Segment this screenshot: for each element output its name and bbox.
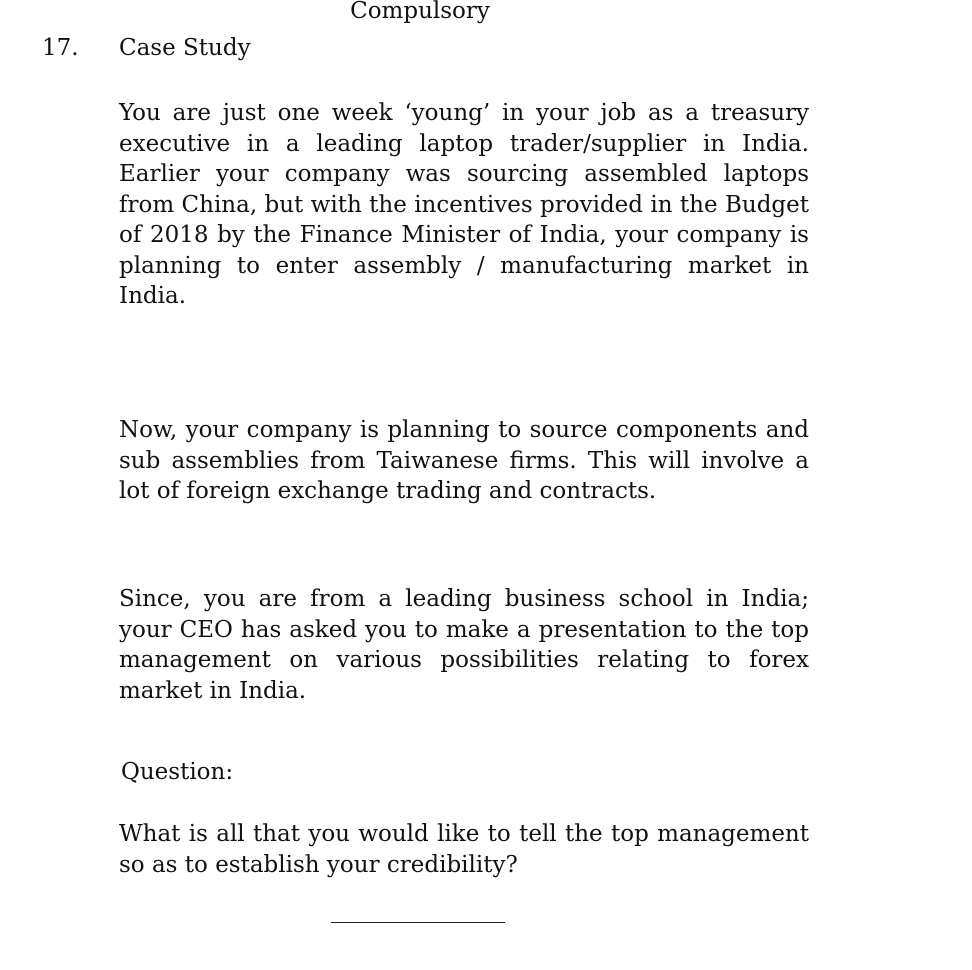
question-prompt-text: What is all that you would like to tell the top management so as to establish your credibility?	[119, 821, 809, 878]
question-label: Question:	[121, 759, 234, 785]
case-paragraph-1-text: You are just one week ‘young’ in your job as a treasury executive in a leading laptop trader/supplier in India. Earlier your company was sourcing assembled laptops from China, but with the incentives provided in the Budget of 2018 by the Finance Minister of India, your company is planning to enter assembly / manufacturing market in India.	[119, 100, 809, 309]
case-paragraph-3-text: Since, you are from a leading business school in India; your CEO has asked you to make a presentation to the top management on various possibilities relating to forex market in India.	[119, 586, 809, 704]
case-paragraph-2	[119, 415, 809, 507]
section-heading: Compulsory	[350, 0, 490, 24]
case-paragraph-2-text: Now, your company is planning to source components and sub assemblies from Taiwanese firms. This will involve a lot of foreign exchange trading and contracts.	[119, 417, 809, 504]
case-paragraph-3	[119, 584, 809, 706]
question-title: Case Study	[119, 35, 251, 61]
case-paragraph-1	[119, 98, 809, 312]
end-of-paper-rule	[331, 922, 505, 923]
question-number: 17.	[42, 35, 79, 61]
question-prompt	[119, 819, 809, 880]
